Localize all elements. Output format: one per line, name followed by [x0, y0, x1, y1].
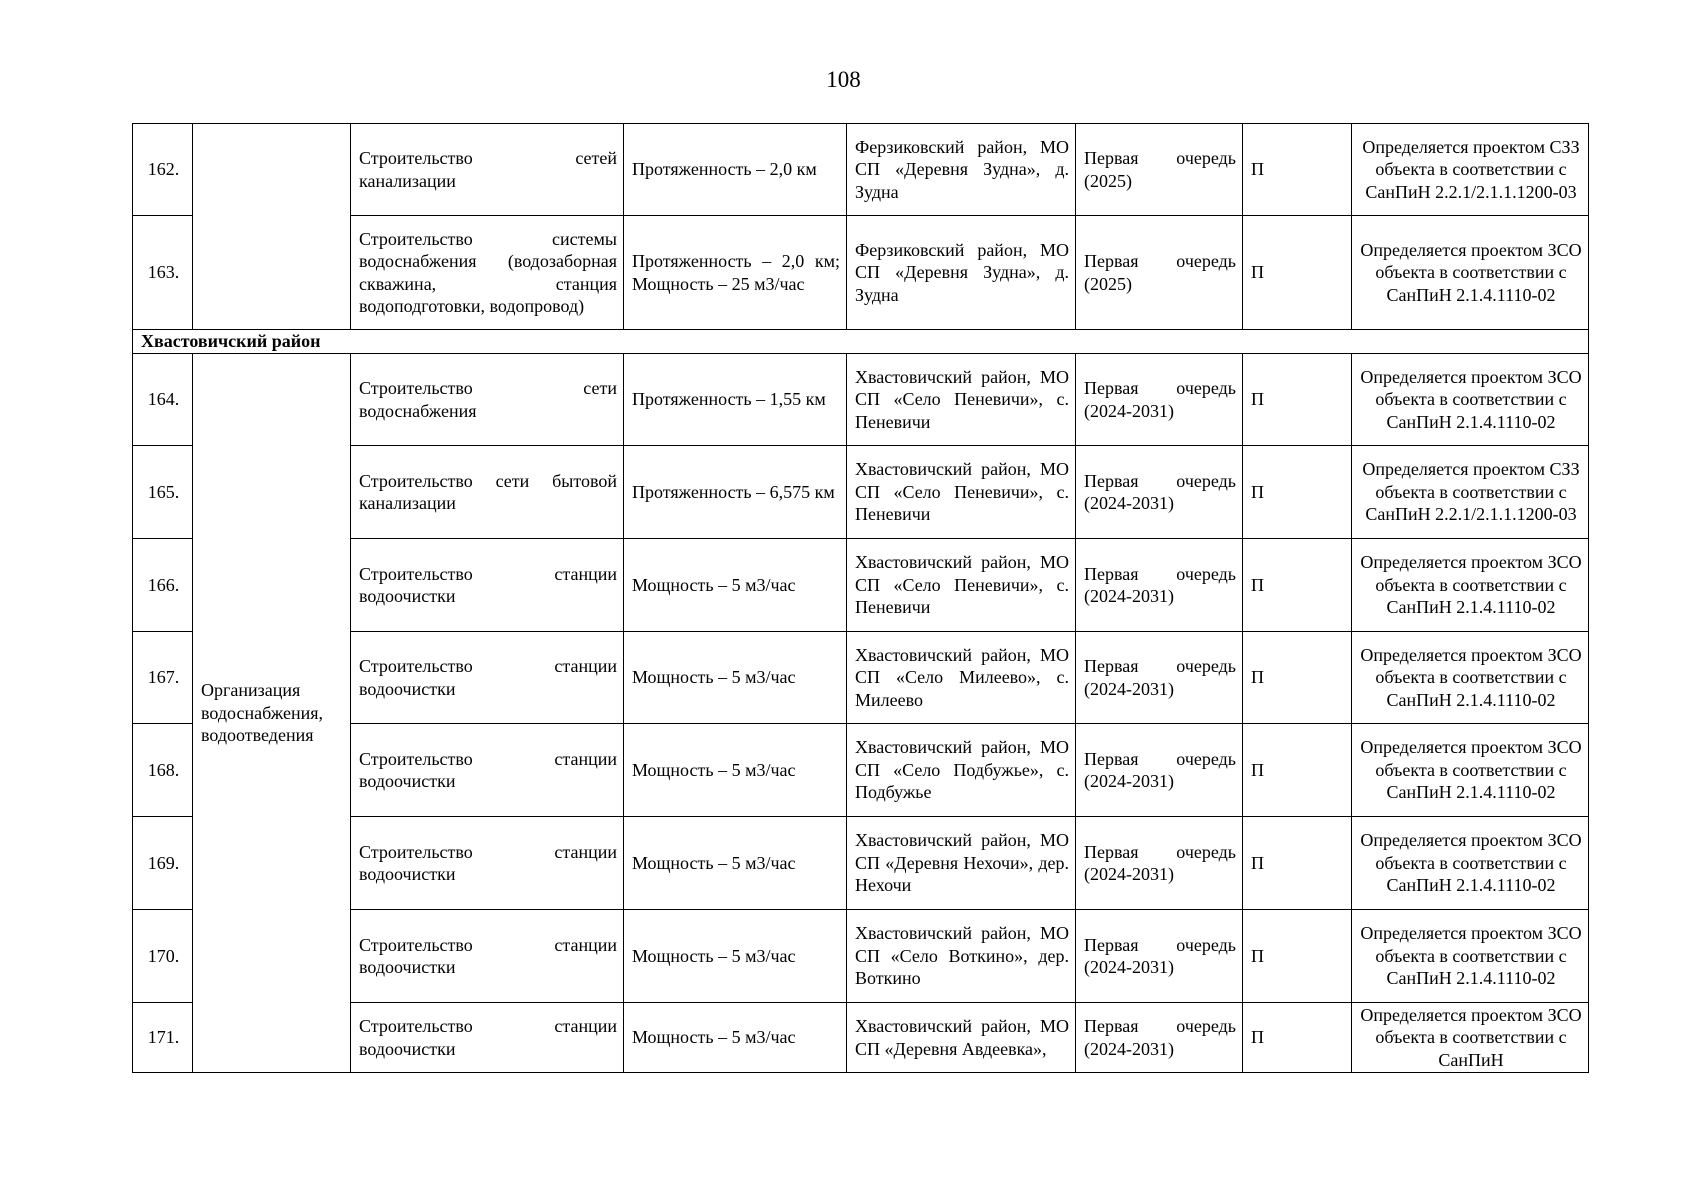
- row-number: 171.: [133, 1003, 193, 1073]
- object-status: П: [1243, 1003, 1352, 1073]
- section-header-row: [133, 330, 1589, 354]
- table-row: [133, 817, 1589, 910]
- row-number: 167.: [133, 632, 193, 724]
- object-parameters: Мощность – 5 м3/час: [624, 817, 847, 910]
- object-location: Хвастовичский район, МО СП «Село Пеневичи», с. Пеневичи: [847, 446, 1076, 539]
- zone-note: Определяется проектом СЗЗ объекта в соответствии с СанПиН 2.2.1/2.1.1.1200-03: [1352, 446, 1589, 539]
- table-row: [133, 539, 1589, 632]
- zone-note: Определяется проектом ЗСО объекта в соответствии с СанПиН 2.1.4.1110-02: [1352, 632, 1589, 724]
- object-name: Строительство сети бытовой канализации: [351, 446, 624, 539]
- group-cell-empty: [193, 124, 351, 330]
- object-location: Ферзиковский район, МО СП «Деревня Зудна», д. Зудна: [847, 216, 1076, 330]
- implementation-stage: Первая очередь (2024-2031): [1076, 724, 1243, 817]
- object-parameters: Мощность – 5 м3/час: [624, 632, 847, 724]
- planning-table: [132, 123, 1589, 1073]
- row-number: 165.: [133, 446, 193, 539]
- implementation-stage: Первая очередь (2024-2031): [1076, 910, 1243, 1003]
- object-parameters: Мощность – 5 м3/час: [624, 724, 847, 817]
- object-location: Хвастовичский район, МО СП «Село Пеневичи», с. Пеневичи: [847, 354, 1076, 446]
- object-parameters: Протяженность – 6,575 км: [624, 446, 847, 539]
- zone-note: Определяется проектом ЗСО объекта в соответствии с СанПиН 2.1.4.1110-02: [1352, 354, 1589, 446]
- zone-note: Определяется проектом ЗСО объекта в соответствии с СанПиН 2.1.4.1110-02: [1352, 910, 1589, 1003]
- object-name: Строительство станции водоочистки: [351, 724, 624, 817]
- implementation-stage: Первая очередь (2024-2031): [1076, 354, 1243, 446]
- section-title: Хвастовичский район: [133, 330, 1589, 354]
- row-number: 164.: [133, 354, 193, 446]
- implementation-stage: Первая очередь (2024-2031): [1076, 817, 1243, 910]
- implementation-stage: Первая очередь (2025): [1076, 216, 1243, 330]
- implementation-stage: Первая очередь (2024-2031): [1076, 632, 1243, 724]
- implementation-stage: Первая очередь (2024-2031): [1076, 1003, 1243, 1073]
- implementation-stage: Первая очередь (2025): [1076, 124, 1243, 216]
- row-number: 166.: [133, 539, 193, 632]
- object-status: П: [1243, 216, 1352, 330]
- table-row: [133, 216, 1589, 330]
- zone-note: Определяется проектом ЗСО объекта в соответствии с СанПиН 2.1.4.1110-02: [1352, 817, 1589, 910]
- page-number: 108: [826, 67, 861, 92]
- object-name: Строительство сети водоснабжения: [351, 354, 624, 446]
- object-location: Хвастовичский район, МО СП «Село Милеево», с. Милеево: [847, 632, 1076, 724]
- object-location: Хвастовичский район, МО СП «Деревня Нехочи», дер. Нехочи: [847, 817, 1076, 910]
- table-row: [133, 124, 1589, 216]
- table-row: [133, 632, 1589, 724]
- object-status: П: [1243, 354, 1352, 446]
- object-location: Ферзиковский район, МО СП «Деревня Зудна», д. Зудна: [847, 124, 1076, 216]
- object-name: Строительство станции водоочистки: [351, 1003, 624, 1073]
- object-status: П: [1243, 124, 1352, 216]
- table-row: [133, 354, 1589, 446]
- zone-note: Определяется проектом ЗСО объекта в соответствии с СанПиН: [1352, 1003, 1589, 1073]
- object-parameters: Протяженность – 2,0 км; Мощность – 25 м3/час: [624, 216, 847, 330]
- object-status: П: [1243, 539, 1352, 632]
- object-name: Строительство станции водоочистки: [351, 632, 624, 724]
- implementation-stage: Первая очередь (2024-2031): [1076, 539, 1243, 632]
- table-row: [133, 724, 1589, 817]
- object-location: Хвастовичский район, МО СП «Деревня Авдеевка»,: [847, 1003, 1076, 1073]
- zone-note: Определяется проектом ЗСО объекта в соответствии с СанПиН 2.1.4.1110-02: [1352, 539, 1589, 632]
- object-parameters: Мощность – 5 м3/час: [624, 910, 847, 1003]
- object-parameters: Мощность – 5 м3/час: [624, 539, 847, 632]
- object-name: Строительство станции водоочистки: [351, 910, 624, 1003]
- object-parameters: Протяженность – 2,0 км: [624, 124, 847, 216]
- object-name: Строительство системы водоснабжения (водозаборная скважина, станция водоподготовки, водопровод): [351, 216, 624, 330]
- object-parameters: Протяженность – 1,55 км: [624, 354, 847, 446]
- object-name: Строительство станции водоочистки: [351, 539, 624, 632]
- zone-note: Определяется проектом ЗСО объекта в соответствии с СанПиН 2.1.4.1110-02: [1352, 724, 1589, 817]
- row-number: 170.: [133, 910, 193, 1003]
- zone-note: Определяется проектом ЗСО объекта в соответствии с СанПиН 2.1.4.1110-02: [1352, 216, 1589, 330]
- table-row: [133, 910, 1589, 1003]
- object-location: Хвастовичский район, МО СП «Село Пеневичи», с. Пеневичи: [847, 539, 1076, 632]
- object-location: Хвастовичский район, МО СП «Село Подбужье», с. Подбужье: [847, 724, 1076, 817]
- object-status: П: [1243, 724, 1352, 817]
- row-number: 162.: [133, 124, 193, 216]
- implementation-stage: Первая очередь (2024-2031): [1076, 446, 1243, 539]
- object-location: Хвастовичский район, МО СП «Село Воткино», дер. Воткино: [847, 910, 1076, 1003]
- object-status: П: [1243, 817, 1352, 910]
- table-row: [133, 1003, 1589, 1073]
- group-label: Организация водоснабжения, водоотведения: [193, 354, 351, 1073]
- table-row: [133, 446, 1589, 539]
- object-name: Строительство сетей канализации: [351, 124, 624, 216]
- row-number: 168.: [133, 724, 193, 817]
- zone-note: Определяется проектом СЗЗ объекта в соответствии с СанПиН 2.2.1/2.1.1.1200-03: [1352, 124, 1589, 216]
- object-parameters: Мощность – 5 м3/час: [624, 1003, 847, 1073]
- object-name: Строительство станции водоочистки: [351, 817, 624, 910]
- row-number: 163.: [133, 216, 193, 330]
- row-number: 169.: [133, 817, 193, 910]
- object-status: П: [1243, 632, 1352, 724]
- object-status: П: [1243, 910, 1352, 1003]
- object-status: П: [1243, 446, 1352, 539]
